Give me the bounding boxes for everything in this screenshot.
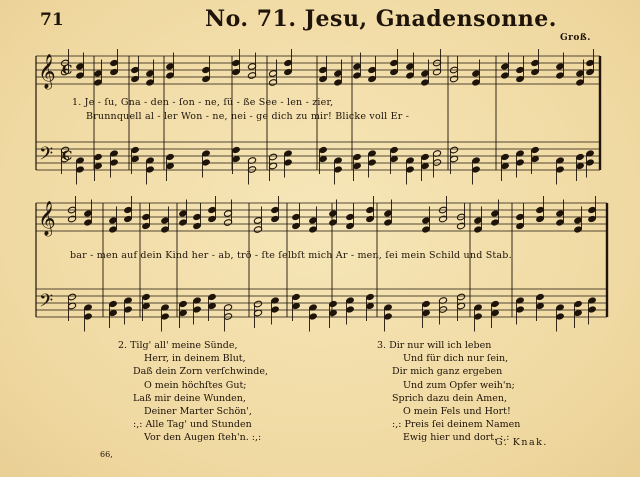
lyric-line-1: 1. Je - ſu, Gna - den - ſon - ne, ſü - ße See - len - zier,	[72, 97, 334, 108]
verse-2-line: Herr, in deinem Blut,	[144, 353, 246, 365]
treble-clef-icon: 𝄞	[38, 54, 56, 89]
verse-2-line: :,: Alle Tag' und Stunden	[133, 419, 252, 431]
verse-3	[377, 339, 520, 445]
page-number: 71	[40, 10, 64, 30]
verse-3-line: Und zum Opfer weih'n;	[403, 379, 515, 391]
verse-2	[118, 339, 268, 445]
verse-3-line: O mein Fels und Hort!	[403, 406, 511, 418]
verse-3-line: Dir mich ganz ergeben	[392, 366, 503, 378]
verse-2-line: Daß dein Zorn verſchwinde,	[133, 366, 269, 378]
time-signature: C	[62, 63, 73, 78]
verse-2-line: Vor den Augen ſteh'n. :,:	[144, 432, 262, 444]
lyric-line-3: bar - men auf dein Kind her - ab, trö - ſte ſelbſt mich Ar - men, ſei mein Schild und Stab.	[70, 250, 512, 261]
composer-credit: Groß.	[560, 33, 591, 43]
bass-clef-icon: 𝄢	[39, 144, 54, 169]
time-signature: C	[62, 149, 73, 164]
author-credit: G. Knak.	[495, 437, 548, 448]
verse-3-line: :,: Preis ſei deinem Namen	[392, 419, 521, 431]
verse-2-line: 2. Tilg' all' meine Sünde,	[118, 340, 238, 351]
verse-3-line: 3. Dir nur will ich leben	[377, 340, 492, 351]
treble-clef-icon: 𝄞	[38, 201, 56, 236]
hymn-title: No. 71. Jesu, Gnadensonne.	[205, 6, 557, 32]
footer-mark: 66,	[100, 450, 113, 459]
bass-clef-icon: 𝄢	[39, 291, 54, 316]
verse-3-line: Ewig hier und dort. :,:	[403, 432, 510, 444]
verse-2-line: O mein höchſtes Gut;	[144, 379, 247, 391]
verse-3-line: Sprich dazu dein Amen,	[392, 392, 508, 404]
lyric-line-2: Brunnquell al - ler Won - ne, nei - ge dich zu mir! Blicke voll Er -	[86, 111, 410, 122]
verse-3-line: Und für dich nur ſein,	[403, 353, 509, 365]
verse-2-line: Laß mir deine Wunden,	[133, 392, 246, 404]
verse-2-line: Deiner Marter Schön',	[144, 406, 252, 418]
